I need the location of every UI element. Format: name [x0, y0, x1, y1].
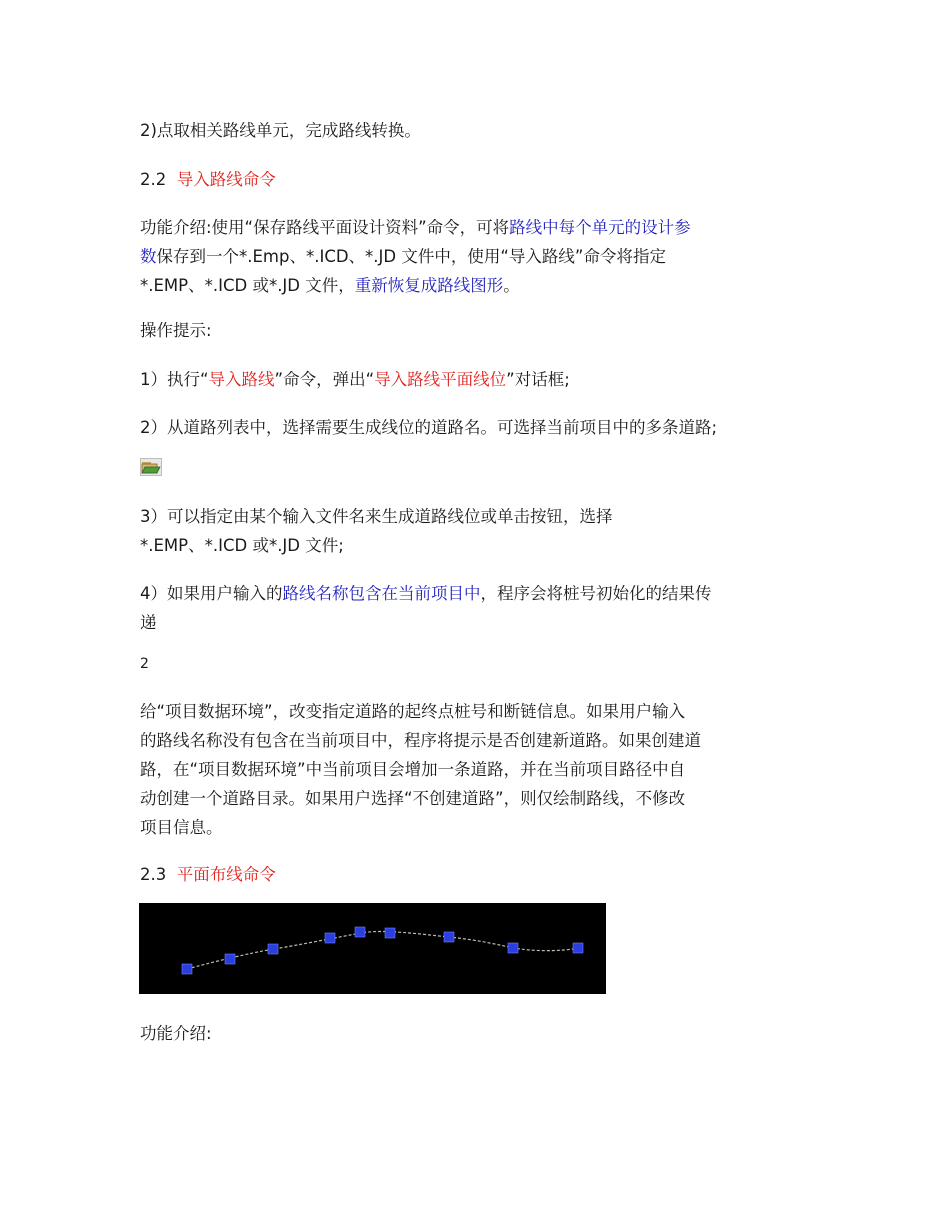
heading-2-2: 2.2 导入路线命令: [140, 170, 276, 189]
step-2-convert: 2)点取相关路线单元，完成路线转换。: [140, 121, 421, 140]
operation-tips-label: 操作提示:: [140, 321, 212, 340]
route-node: [444, 932, 454, 942]
function-intro-label: 功能介绍:: [140, 1024, 212, 1043]
intro-paragraph: 功能介绍:使用“保存路线平面设计资料”命令，可将路线中每个单元的设计参 数保存到一个*.Emp、*.ICD、*.JD 文件中，使用“导入路线”命令将指定 *.EMP、*.ICD 或*.JD 文件，重新恢复成路线图形。: [140, 218, 691, 295]
route-node: [573, 943, 583, 953]
step-2: 2）从道路列表中，选择需要生成线位的道路名。可选择当前项目中的多条道路;: [140, 418, 718, 437]
heading-2-3-title: 平面布线命令: [176, 865, 276, 884]
route-curve-graphic: [139, 903, 606, 994]
route-node: [225, 954, 235, 964]
intro-link-1b: 数: [140, 247, 157, 266]
route-node: [385, 928, 395, 938]
route-line: [187, 932, 579, 969]
page-number: 2: [140, 656, 149, 672]
step-3: 3）可以指定由某个输入文件名来生成道路线位或单击按钮，选择 *.EMP、*.ICD 或*.JD 文件;: [140, 507, 613, 555]
intro-link-1: 路线中每个单元的设计参: [509, 218, 691, 237]
continuation-paragraph: 给“项目数据环境”，改变指定道路的起终点桩号和断链信息。如果用户输入 的路线名称没有包含在当前项目中，程序将提示是否创建新道路。如果创建道 路，在“项目数据环境”中当前项目会增加一条道路，并在当前项目路径中自 动创建一个道路目录。如果用户选择“不创建道路”，则仅绘制路线，不修改 项目信息。: [140, 702, 701, 837]
route-node: [508, 943, 518, 953]
route-node: [355, 927, 365, 937]
heading-2-2-title: 导入路线命令: [176, 170, 276, 189]
route-node: [268, 944, 278, 954]
route-layout-figure: [139, 903, 606, 994]
step-1: 1）执行“导入路线”命令，弹出“导入路线平面线位”对话框;: [140, 370, 570, 389]
intro-link-2: 重新恢复成路线图形: [354, 276, 504, 295]
step-4: 4）如果用户输入的路线名称包含在当前项目中，程序会将桩号初始化的结果传 递: [140, 584, 712, 632]
step-1-dialog: 导入路线平面线位: [374, 370, 507, 389]
heading-2-3: 2.3 平面布线命令: [140, 865, 276, 884]
step-4-link: 路线名称包含在当前项目中: [282, 584, 481, 603]
route-node: [182, 964, 192, 974]
route-node: [325, 933, 335, 943]
open-folder-icon: [140, 458, 162, 476]
step-1-command: 导入路线: [208, 370, 275, 389]
